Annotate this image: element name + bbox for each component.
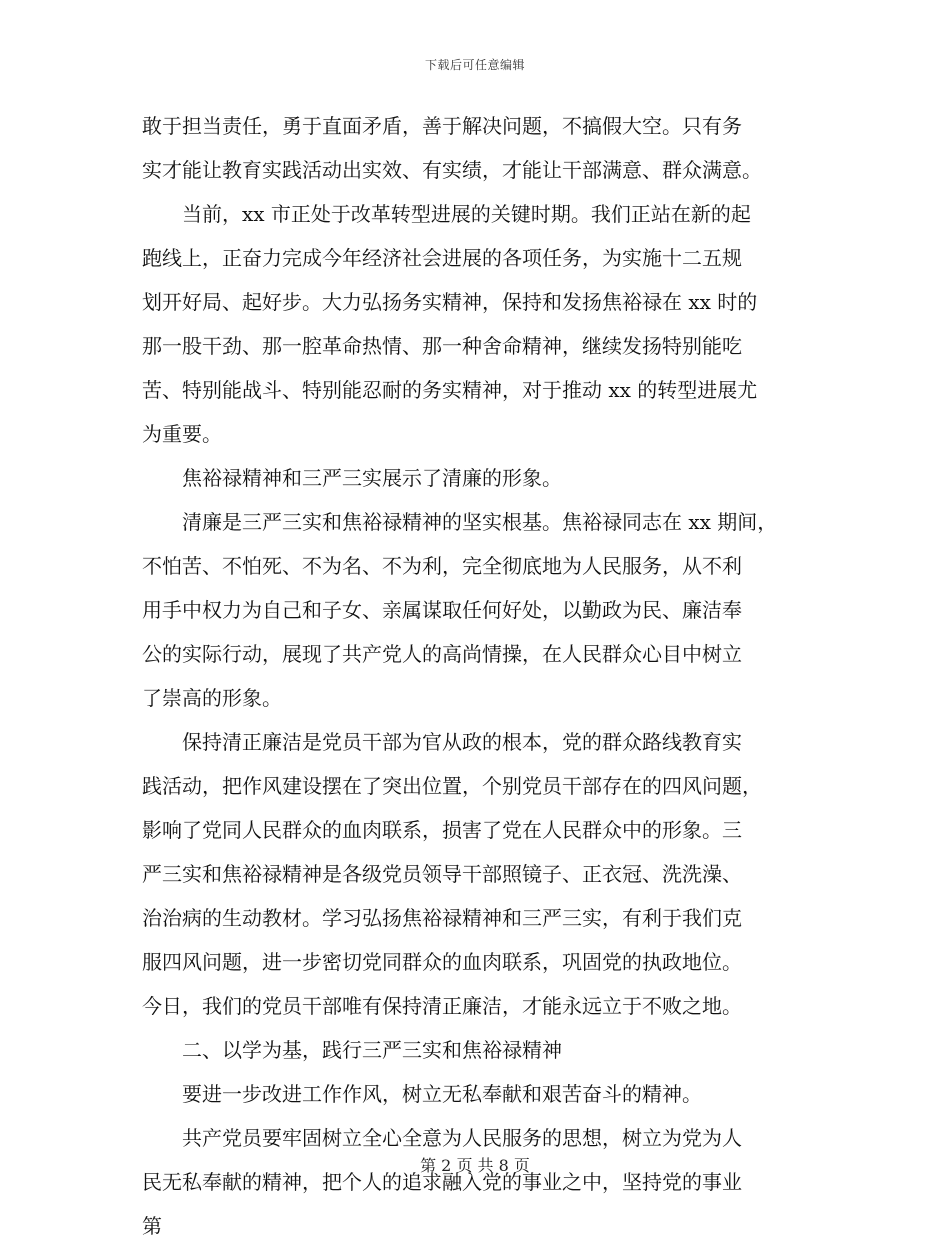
document-body xyxy=(142,104,822,1248)
page-footer: 第 2 页 共 8 页 xyxy=(420,1156,530,1175)
text-line: 今日，我们的党员干部唯有保持清正廉洁，才能永远立于不败之地。 xyxy=(142,994,742,1018)
text-line: 第 xyxy=(142,1214,162,1238)
text-line: 严三实和焦裕禄精神是各级党员领导干部照镜子、正衣冠、洗洗澡、 xyxy=(142,862,742,886)
text-line: 实才能让教育实践活动出实效、有实绩，才能让干部满意、群众满意。 xyxy=(142,158,762,182)
text-line: 要进一步改进工作作风，树立无私奉献和艰苦奋斗的精神。 xyxy=(142,1082,702,1106)
text-line: 公的实际行动，展现了共产党人的高尚情操，在人民群众心目中树立 xyxy=(142,642,742,666)
text-line: 影响了党同人民群众的血肉联系，损害了党在人民群众中的形象。三 xyxy=(142,818,742,842)
text-line: 敢于担当责任，勇于直面矛盾，善于解决问题，不搞假大空。只有务 xyxy=(142,114,742,138)
text-line: 了崇高的形象。 xyxy=(142,686,282,710)
text-line: 治治病的生动教材。学习弘扬焦裕禄精神和三严三实，有利于我们克 xyxy=(142,906,742,930)
text-line: 用手中权力为自己和子女、亲属谋取任何好处，以勤政为民、廉洁奉 xyxy=(142,598,742,622)
text-line: 焦裕禄精神和三严三实展示了清廉的形象。 xyxy=(142,466,562,490)
text-line: 共产党员要牢固树立全心全意为人民服务的思想，树立为党为人 xyxy=(142,1126,742,1150)
text-line: 划开好局、起好步。大力弘扬务实精神，保持和发扬焦裕禄在 xx 时的 xyxy=(142,290,758,314)
text-line: 为重要。 xyxy=(142,422,222,446)
text-line: 民无私奉献的精神，把个人的追求融入党的事业之中，坚持党的事业 xyxy=(142,1170,742,1194)
text-line: 清廉是三严三实和焦裕禄精神的坚实根基。焦裕禄同志在 xx 期间， xyxy=(142,510,778,534)
text-line: 当前，xx 市正处于改革转型进展的关键时期。我们正站在新的起 xyxy=(142,202,751,226)
text-line: 践活动，把作风建设摆在了突出位置，个别党员干部存在的四风问题， xyxy=(142,774,762,798)
text-line: 服四风问题，进一步密切党同群众的血肉联系，巩固党的执政地位。 xyxy=(142,950,742,974)
text-line: 保持清正廉洁是党员干部为官从政的根本，党的群众路线教育实 xyxy=(142,730,742,754)
text-line: 跑线上，正奋力完成今年经济社会进展的各项任务，为实施十二五规 xyxy=(142,246,742,270)
text-line: 苦、特别能战斗、特别能忍耐的务实精神，对于推动 xx 的转型进展尤 xyxy=(142,378,758,402)
page-header: 下载后可任意编辑 xyxy=(424,58,525,72)
text-line: 不怕苦、不怕死、不为名、不为利，完全彻底地为人民服务，从不利 xyxy=(142,554,742,578)
section-heading: 二、以学为基，践行三严三实和焦裕禄精神 xyxy=(142,1038,562,1062)
text-line: 那一股干劲、那一腔革命热情、那一种舍命精神，继续发扬特别能吃 xyxy=(142,334,742,358)
